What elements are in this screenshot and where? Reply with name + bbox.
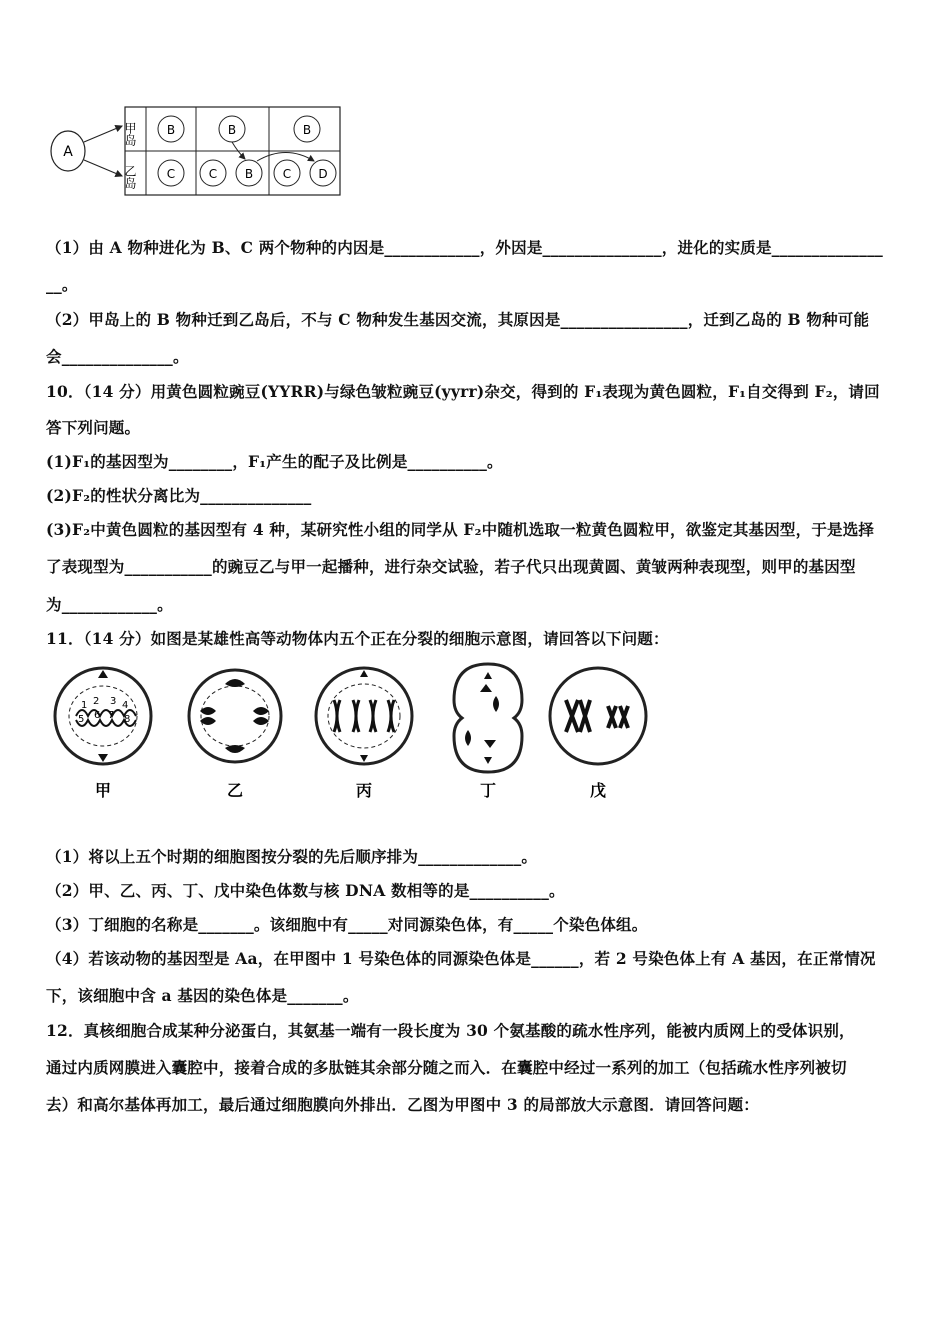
cell1-num-7: 7 <box>108 710 115 721</box>
q11-part2: （2）甲、乙、丙、丁、戊中染色体数与核 DNA 数相等的是__________。 <box>46 881 565 900</box>
row2-cell-3: B <box>244 167 254 181</box>
q10-line6: 了表现型为___________的豌豆乙与甲一起播种，进行杂交试验，若子代只出现黄圆、黄皱两种表现型，则甲的基因型 <box>46 557 856 576</box>
row2-cell-5: D <box>318 167 328 181</box>
island-speciation-diagram <box>46 104 346 198</box>
row2-cell-1: C <box>166 167 176 181</box>
q10-line3: (1)F₁的基因型为________，F₁产生的配子及比例是__________。 <box>46 452 503 471</box>
cell-division-figure <box>48 656 658 806</box>
q11-part3: （3）丁细胞的名称是_______。该细胞中有_____对同源染色体，有_____个染色体组。 <box>46 915 648 934</box>
species-a-label: A <box>63 144 73 160</box>
q12-line3: 去）和高尔基体再加工，最后通过细胞膜向外排出．乙图为甲图中 3 的局部放大示意图．请回答问题： <box>46 1095 759 1114</box>
row-label-yi-island: 乙岛 <box>123 165 137 189</box>
cell1-num-2: 2 <box>93 696 100 707</box>
q12-line1: 12．真核细胞合成某种分泌蛋白，其氨基一端有一段长度为 30 个氨基酸的疏水性序列，能被内质网上的受体识别， <box>46 1021 855 1040</box>
q11-part1: （1）将以上五个时期的细胞图按分裂的先后顺序排为_____________。 <box>46 847 538 866</box>
cell-wu <box>550 668 646 764</box>
cell-jia <box>55 668 151 764</box>
q9-part2: （2）甲岛上的 B 物种迁到乙岛后，不与 C 物种发生基因交流，其原因是________________，迁到乙岛的 B 物种可能 <box>46 310 870 329</box>
cell1-num-8: 8 <box>124 714 131 725</box>
cell-label-wu: 戊 <box>589 781 607 800</box>
cell1-num-3: 3 <box>110 696 117 707</box>
cell-bing <box>316 668 412 764</box>
cell-yi <box>189 670 281 762</box>
q10-line1: 10．（14 分）用黄色圆粒豌豆(YYRR)与绿色皱粒豌豆(yyrr)杂交，得到的 F₁表现为黄色圆粒，F₁自交得到 F₂，请回 <box>46 382 880 401</box>
q10-line7: 为____________。 <box>46 595 173 614</box>
q11-intro: 11．（14 分）如图是某雄性高等动物体内五个正在分裂的细胞示意图，请回答以下问题： <box>46 629 669 648</box>
q9-part1: （1）由 A 物种进化为 B、C 两个物种的内因是____________，外因是_______________，进化的实质是______________ <box>46 238 883 257</box>
cell-label-yi: 乙 <box>226 781 244 800</box>
cell1-num-5: 5 <box>78 714 85 725</box>
cell-label-bing: 丙 <box>355 781 373 800</box>
q11-part4-cont: 下，该细胞中含 a 基因的染色体是_______。 <box>46 986 359 1005</box>
row2-cell-4: C <box>282 167 292 181</box>
cell1-num-6: 6 <box>94 710 101 721</box>
row2-cell-2: C <box>208 167 218 181</box>
q9-part2-cont: 会______________。 <box>46 347 189 366</box>
cell-ding <box>454 664 522 772</box>
cell1-num-4: 4 <box>122 700 129 711</box>
q10-line5: (3)F₂中黄色圆粒的基因型有 4 种，某研究性小组的同学从 F₂中随机选取一粒黄色圆粒甲，欲鉴定其基因型，于是选择 <box>46 520 875 539</box>
q12-line2: 通过内质网膜进入囊腔中，接着合成的多肽链其余部分随之而入．在囊腔中经过一系列的加工（包括疏水性序列被切 <box>46 1058 847 1077</box>
cell-label-jia: 甲 <box>94 781 112 800</box>
q9-part1-cont: __。 <box>46 275 78 294</box>
row1-cell-1: B <box>166 123 176 137</box>
row1-cell-3: B <box>302 123 312 137</box>
cell1-num-1: 1 <box>81 700 88 711</box>
row1-cell-2: B <box>227 123 237 137</box>
q10-line2: 答下列问题。 <box>46 418 141 437</box>
q10-line4: (2)F₂的性状分离比为______________ <box>46 486 312 505</box>
cell-label-ding: 丁 <box>479 781 497 800</box>
row-label-jia-island: 甲岛 <box>123 122 137 146</box>
q11-part4: （4）若该动物的基因型是 Aa，在甲图中 1 号染色体的同源染色体是______，若 2 号染色体上有 A 基因，在正常情况 <box>46 949 876 968</box>
